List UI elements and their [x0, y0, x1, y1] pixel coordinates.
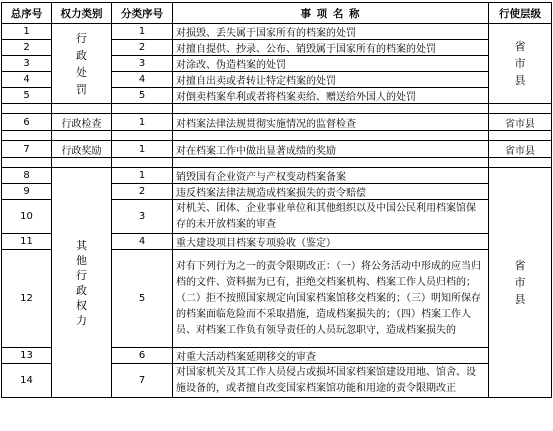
category-other: 其他行政权力 — [76, 238, 87, 327]
spacer-row — [2, 104, 552, 114]
total-no-cell: 4 — [2, 72, 52, 88]
authority-table — [1, 2, 552, 398]
sub-no-cell: 4 — [112, 72, 173, 88]
total-no-cell: 12 — [2, 250, 52, 348]
table-row — [2, 24, 552, 40]
item-name-cell: 对档案法律法规贯彻实施情况的监督检查 — [173, 114, 489, 131]
level-reward: 省市县 — [489, 141, 552, 158]
total-no-cell: 1 — [2, 24, 52, 40]
sub-no-cell: 5 — [112, 250, 173, 348]
level-penalty-cell — [489, 24, 552, 104]
item-name-cell: 销毁国有企业资产与产权变动档案备案 — [173, 168, 489, 184]
sub-no-cell: 1 — [112, 168, 173, 184]
item-name-cell: 对倒卖档案牟利或者将档案卖给、赠送给外国人的处罚 — [173, 88, 489, 104]
sub-no-cell: 3 — [112, 200, 173, 234]
sub-no-cell: 4 — [112, 234, 173, 250]
total-no-cell: 2 — [2, 40, 52, 56]
item-name-cell: 对重大活动档案延期移交的审查 — [173, 348, 489, 364]
item-name-cell: 对涂改、伪造档案的处罚 — [173, 56, 489, 72]
total-no-cell: 14 — [2, 364, 52, 398]
header-level: 行使层级 — [489, 3, 552, 24]
table-row — [2, 114, 552, 131]
total-no-cell: 6 — [2, 114, 52, 131]
table-row — [2, 141, 552, 158]
sub-no-cell: 1 — [112, 24, 173, 40]
sub-no-cell: 1 — [112, 141, 173, 158]
category-reward: 行政奖励 — [52, 141, 112, 158]
category-penalty-cell — [52, 24, 112, 104]
level-other-cell — [489, 168, 552, 398]
total-no-cell: 5 — [2, 88, 52, 104]
header-category: 权力类别 — [52, 3, 112, 24]
sub-no-cell: 1 — [112, 114, 173, 131]
total-no-cell: 8 — [2, 168, 52, 184]
table-row — [2, 168, 552, 184]
category-other-cell — [52, 168, 112, 398]
sub-no-cell: 2 — [112, 184, 173, 200]
item-name-cell: 对擅自提供、抄录、公布、销毁属于国家所有的档案的处罚 — [173, 40, 489, 56]
sub-no-cell: 7 — [112, 364, 173, 398]
total-no-cell: 9 — [2, 184, 52, 200]
total-no-cell: 11 — [2, 234, 52, 250]
item-name-cell: 对损毁、丢失属于国家所有的档案的处罚 — [173, 24, 489, 40]
spacer-row — [2, 131, 552, 141]
total-no-cell: 10 — [2, 200, 52, 234]
item-name-cell: 对擅自出卖或者转让特定档案的处罚 — [173, 72, 489, 88]
header-row — [2, 3, 552, 24]
sub-no-cell: 2 — [112, 40, 173, 56]
header-sub-no: 分类序号 — [112, 3, 173, 24]
total-no-cell: 13 — [2, 348, 52, 364]
category-penalty: 行政处罚 — [76, 31, 87, 96]
level-penalty: 省市县 — [514, 40, 526, 87]
header-item-name: 事 项 名 称 — [173, 3, 489, 24]
level-inspection: 省市县 — [489, 114, 552, 131]
item-name-cell: 对国家机关及其工作人员侵占或损坏国家档案馆建设用地、馆舍、设施设备的，或者擅自改变国家档案馆功能和用途的责令限期改正 — [173, 364, 489, 398]
total-no-cell: 7 — [2, 141, 52, 158]
category-inspection: 行政检查 — [52, 114, 112, 131]
item-name-cell: 对机关、团体、企业事业单位和其他组织以及中国公民利用档案馆保存的未开放档案的审查 — [173, 200, 489, 234]
header-total-no: 总序号 — [2, 3, 52, 24]
item-name-cell: 对在档案工作中做出显著成绩的奖励 — [173, 141, 489, 158]
level-other: 省市县 — [514, 259, 526, 306]
total-no-cell: 3 — [2, 56, 52, 72]
item-name-cell: 违反档案法律法规造成档案损失的责令赔偿 — [173, 184, 489, 200]
sub-no-cell: 3 — [112, 56, 173, 72]
spacer-row — [2, 158, 552, 168]
item-name-cell: 对有下列行为之一的责令限期改正：（一）将公务活动中形成的应当归档的文件、资料据为已有，拒绝交档案机构、档案工作人员归档的；（二）拒不按照国家规定向国家档案馆移交档案的；（三）明知所保存的档案面临危险而不采取措施，造成档案损失的；（四）档案工作人员、对档案工作负有领导责任的人员玩忽职守，造成档案损失的 — [173, 250, 489, 348]
sub-no-cell: 5 — [112, 88, 173, 104]
item-name-cell: 重大建设项目档案专项验收（鉴定） — [173, 234, 489, 250]
sub-no-cell: 6 — [112, 348, 173, 364]
